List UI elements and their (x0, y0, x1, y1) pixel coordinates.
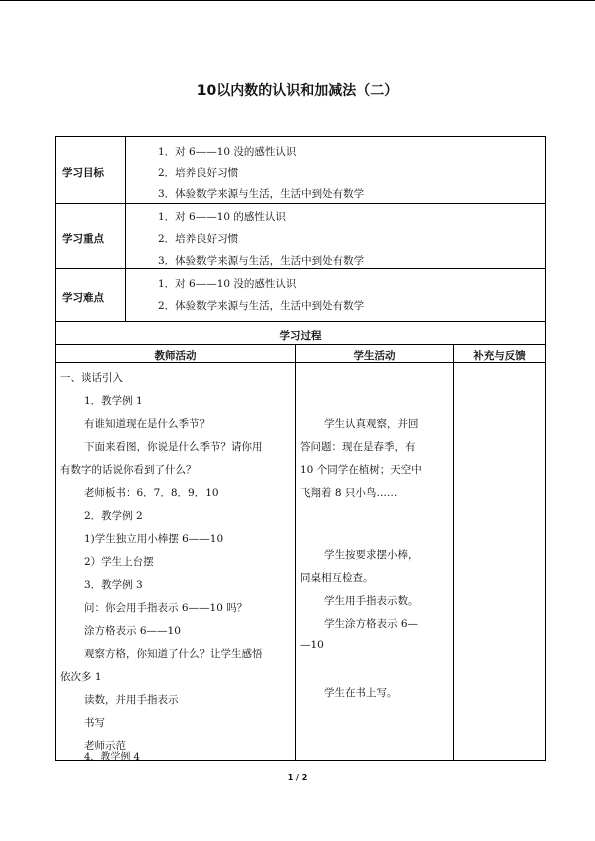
page-number: 1 / 2 (287, 773, 308, 782)
teacher-line: 观察方格，你知道了什么？让学生感悟 (84, 648, 263, 660)
teacher-line: 一、谈话引入 (60, 372, 123, 384)
student-line: 学生认真观察，并回 (324, 418, 419, 430)
teacher-line: 读数，并用手指表示 (84, 694, 179, 706)
difficulty-item: 2．体验数学来源与生活，生活中到处有数学 (158, 300, 365, 312)
objective-item: 1．对 6——10 没的感性认识 (158, 146, 297, 158)
page-top-rule (0, 0, 595, 1)
row-divider (56, 203, 545, 204)
teacher-line: 依次多 1 (60, 671, 102, 683)
teacher-line: 有数字的话说你看到了什么？ (60, 464, 197, 476)
teacher-line: 2）学生上台摆 (84, 556, 154, 568)
feedback-header: 补充与反馈 (473, 350, 526, 362)
student-line: 同桌相互检查。 (300, 572, 374, 584)
teacher-line: 3．教学例 3 (84, 579, 143, 591)
teacher-line: 老师示范 (84, 740, 126, 752)
student-feedback-divider (453, 344, 454, 760)
teacher-activity-header: 教师活动 (154, 350, 197, 362)
student-activity-header: 学生活动 (353, 350, 396, 362)
difficulty-item: 1．对 6——10 没的感性认识 (158, 278, 297, 290)
process-header: 学习过程 (279, 330, 322, 342)
student-line: 学生在书上写。 (324, 687, 398, 699)
student-line: 学生涂方格表示 6— (324, 618, 419, 630)
teacher-line: 1)学生独立用小棒摆 6——10 (84, 533, 224, 545)
student-line: 10 个同学在植树；天空中 (300, 464, 422, 476)
row-divider (56, 344, 545, 345)
teacher-line: 书写 (84, 717, 105, 729)
student-line: 学生按要求摆小棒， (324, 549, 419, 561)
difficulties-label: 学习难点 (62, 292, 104, 304)
objective-item: 3．体验数学来源与生活，生活中到处有数学 (158, 188, 365, 200)
row-divider (56, 321, 545, 322)
teacher-line: 2．教学例 2 (84, 510, 143, 522)
key-point-item: 2．培养良好习惯 (158, 233, 239, 245)
teacher-line: 1．教学例 1 (84, 395, 143, 407)
teacher-line: 4．教学例 4 (84, 752, 140, 763)
objective-item: 2．培养良好习惯 (158, 167, 239, 179)
teacher-line: 问：你会用手指表示 6——10 吗？ (84, 602, 248, 614)
student-line: 学生用手指表示数。 (324, 595, 419, 607)
lesson-table (55, 136, 546, 761)
student-line: 答问题：现在是春季，有 (300, 441, 416, 453)
key-points-label: 学习重点 (62, 233, 104, 245)
student-line: —10 (300, 639, 324, 651)
teacher-student-divider (295, 344, 296, 760)
objectives-label: 学习目标 (62, 167, 104, 179)
teacher-line: 老师板书：6．7．8．9．10 (84, 487, 219, 499)
key-point-item: 3．体验数学来源与生活，生活中到处有数学 (158, 255, 365, 267)
page-title: 10以内数的认识和加减法（二） (196, 83, 399, 99)
teacher-line: 有谁知道现在是什么季节？ (84, 418, 210, 430)
key-point-item: 1．对 6——10 的感性认识 (158, 211, 286, 223)
row-divider (56, 268, 545, 269)
teacher-line: 涂方格表示 6——10 (84, 625, 181, 637)
teacher-line: 下面来看图，你说是什么季节？请你用 (84, 441, 263, 453)
student-line: 飞翔着 8 只小鸟…… (300, 487, 398, 499)
